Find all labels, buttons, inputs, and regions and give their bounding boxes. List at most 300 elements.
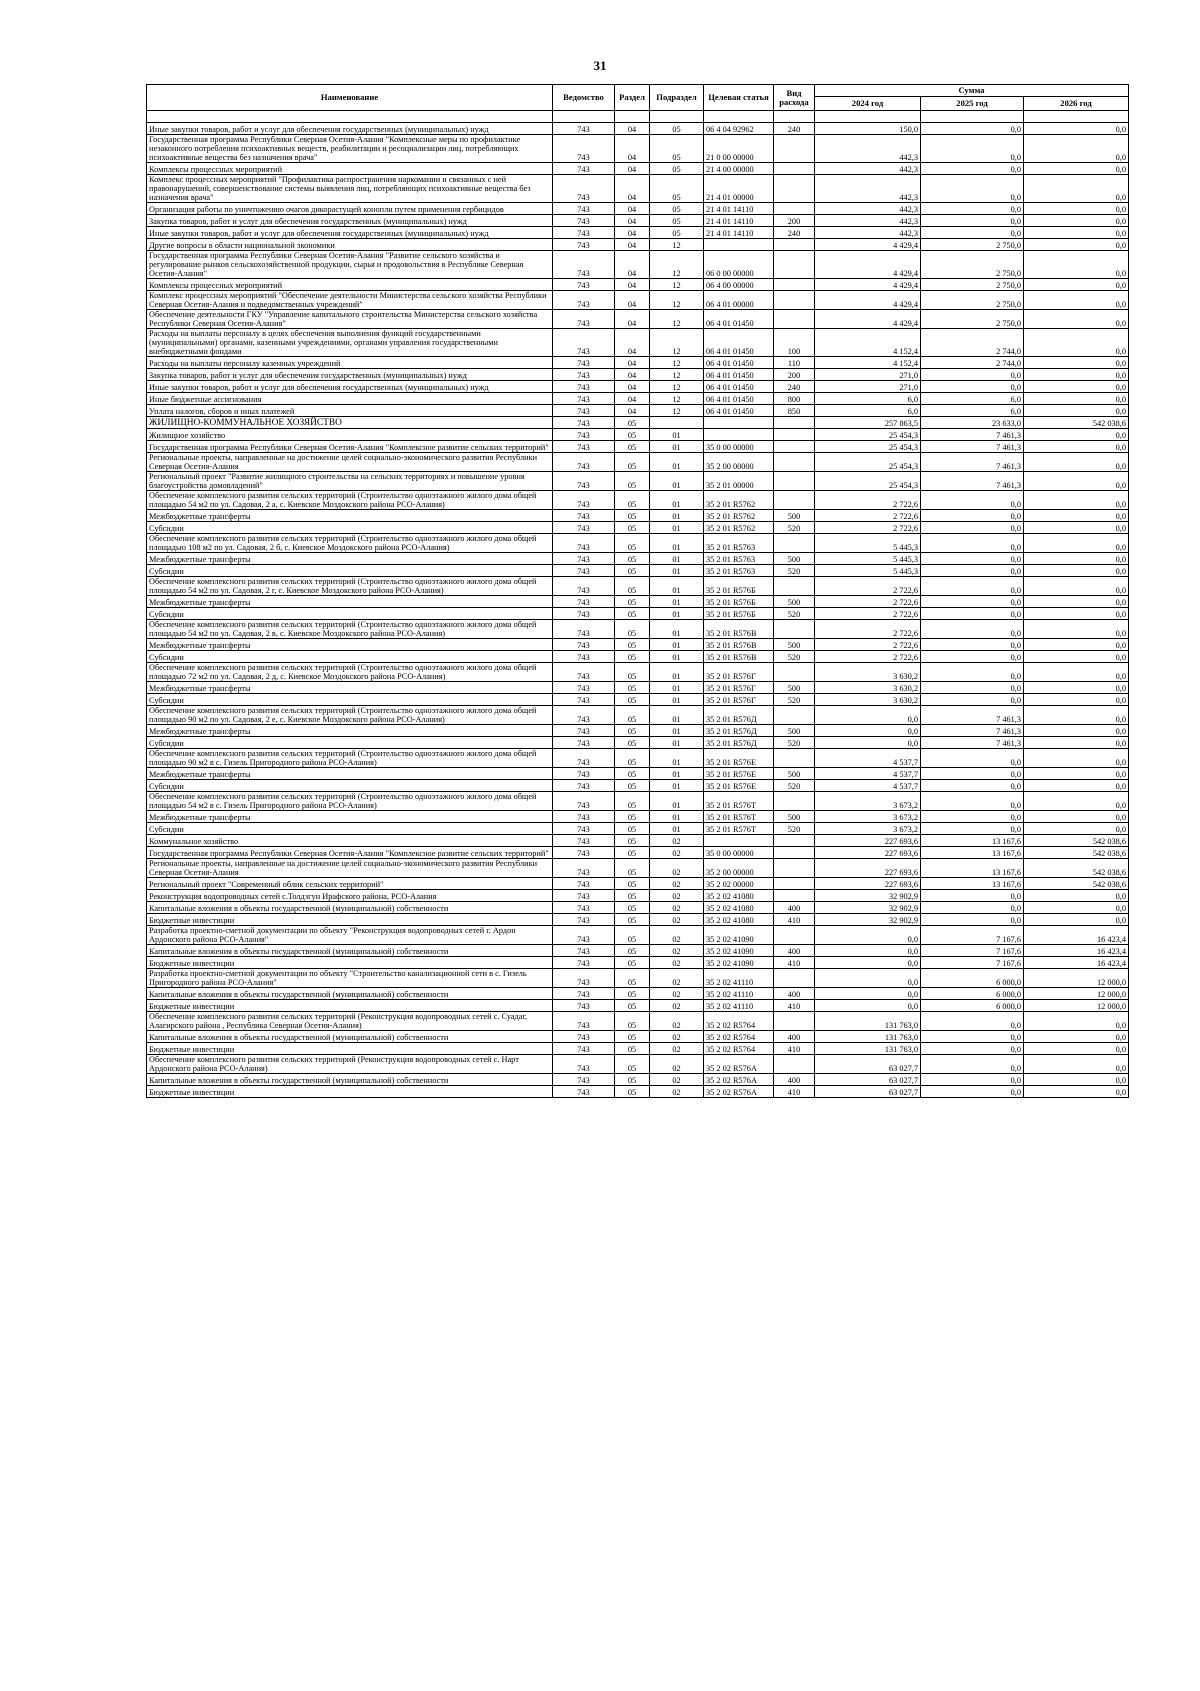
row-sum-2024: 4 152,4	[815, 329, 921, 357]
page-number: 31	[593, 58, 607, 73]
row-name: Государственная программа Республики Северная Осетия-Алания "Развитие сельского хозяйства и регулирование рынков сельскохозяйственной продукции, сырья и продовольствия в Республике Северная Осетия-Алания"	[147, 251, 553, 279]
row-target: 21 4 01 00000	[704, 175, 774, 203]
row-sum-2025: 13 167,6	[921, 847, 1024, 859]
row-dept: 743	[553, 1012, 615, 1031]
row-sum-2026: 0,0	[1024, 792, 1129, 811]
row-sum-2026: 0,0	[1024, 393, 1129, 405]
table-row	[147, 417, 1129, 429]
row-sum-2024: 4 429,4	[815, 251, 921, 279]
row-sum-2024: 32 902,9	[815, 914, 921, 926]
table-row	[147, 491, 1129, 510]
row-sum-2025: 0,0	[921, 914, 1024, 926]
row-section: 05	[615, 957, 650, 969]
row-kind	[774, 429, 815, 441]
row-sum-2024: 3 673,2	[815, 811, 921, 823]
row-sum-2025: 0,0	[921, 1043, 1024, 1055]
row-sum-2025: 0,0	[921, 163, 1024, 175]
row-sum-2026: 16 423,4	[1024, 926, 1129, 945]
row-sum-2025: 0,0	[921, 811, 1024, 823]
row-section: 05	[615, 639, 650, 651]
row-subsection: 01	[650, 768, 704, 780]
row-target: 35 2 01 R5762	[704, 491, 774, 510]
row-name: Межбюджетные трансферты	[147, 682, 553, 694]
row-subsection: 05	[650, 227, 704, 239]
row-sum-2025: 2 750,0	[921, 279, 1024, 291]
row-dept: 743	[553, 441, 615, 453]
row-kind	[774, 926, 815, 945]
table-row	[147, 1012, 1129, 1031]
row-target: 21 4 01 14110	[704, 215, 774, 227]
row-sum-2025: 7 167,6	[921, 945, 1024, 957]
row-sum-2026: 0,0	[1024, 737, 1129, 749]
row-sum-2024: 3 630,2	[815, 694, 921, 706]
row-name: Обеспечение комплексного развития сельских территорий (Строительство одноэтажного жилого дома общей площадью 90 м2 по ул. Садовая, 2 е, с. Киевское Моздокского района РСО-Алания)	[147, 706, 553, 725]
header-separator	[147, 111, 1129, 123]
table-row	[147, 878, 1129, 890]
row-sum-2024: 3 673,2	[815, 823, 921, 835]
row-sum-2025: 0,0	[921, 534, 1024, 553]
table-row	[147, 596, 1129, 608]
row-sum-2024: 4 152,4	[815, 357, 921, 369]
row-sum-2024: 63 027,7	[815, 1074, 921, 1086]
row-dept: 743	[553, 957, 615, 969]
table-row	[147, 847, 1129, 859]
row-sum-2025: 7 461,3	[921, 737, 1024, 749]
row-target: 35 2 01 R576Е	[704, 749, 774, 768]
row-name: Субсидии	[147, 565, 553, 577]
row-subsection: 01	[650, 706, 704, 725]
row-kind: 200	[774, 369, 815, 381]
row-dept: 743	[553, 405, 615, 417]
row-kind	[774, 890, 815, 902]
row-target: 35 2 02 41090	[704, 957, 774, 969]
row-subsection: 02	[650, 1086, 704, 1098]
row-target	[704, 417, 774, 429]
budget-table	[146, 84, 1129, 1098]
row-kind: 410	[774, 957, 815, 969]
row-sum-2026: 542 038,6	[1024, 835, 1129, 847]
row-sum-2024: 2 722,6	[815, 596, 921, 608]
row-subsection: 02	[650, 890, 704, 902]
row-sum-2026: 0,0	[1024, 596, 1129, 608]
row-sum-2025: 0,0	[921, 1055, 1024, 1074]
row-sum-2025: 0,0	[921, 123, 1024, 135]
header-kind: Вид расхода	[774, 85, 815, 111]
row-sum-2026: 0,0	[1024, 1012, 1129, 1031]
row-sum-2024: 25 454,3	[815, 429, 921, 441]
row-dept: 743	[553, 522, 615, 534]
row-name: Комплекс процессных мероприятий "Профилактика распространения наркомании и связанных с ней правонарушений, совершенствование системы выявления лиц, потребляющих психоактивные вещества без назначения врача"	[147, 175, 553, 203]
row-name: ЖИЛИЩНО-КОММУНАЛЬНОЕ ХОЗЯЙСТВО	[147, 417, 553, 429]
row-section: 05	[615, 565, 650, 577]
row-name: Субсидии	[147, 651, 553, 663]
row-subsection: 12	[650, 291, 704, 310]
row-dept: 743	[553, 914, 615, 926]
row-sum-2026: 0,0	[1024, 1031, 1129, 1043]
header-2024: 2024 год	[815, 97, 921, 111]
row-dept: 743	[553, 565, 615, 577]
row-sum-2024: 227 693,6	[815, 835, 921, 847]
row-target: 21 4 00 00000	[704, 163, 774, 175]
row-section: 04	[615, 251, 650, 279]
row-target: 35 2 01 R5763	[704, 534, 774, 553]
row-sum-2026: 0,0	[1024, 577, 1129, 596]
table-row	[147, 393, 1129, 405]
row-sum-2025: 0,0	[921, 381, 1024, 393]
row-target	[704, 835, 774, 847]
row-sum-2024: 442,3	[815, 203, 921, 215]
row-dept: 743	[553, 902, 615, 914]
row-section: 05	[615, 811, 650, 823]
row-sum-2025: 2 750,0	[921, 239, 1024, 251]
row-subsection: 01	[650, 620, 704, 639]
row-sum-2024: 442,3	[815, 163, 921, 175]
row-subsection: 05	[650, 135, 704, 163]
row-kind: 410	[774, 1000, 815, 1012]
row-target: 35 2 00 00000	[704, 859, 774, 878]
table-row	[147, 945, 1129, 957]
row-sum-2026: 0,0	[1024, 329, 1129, 357]
row-name: Иные закупки товаров, работ и услуг для обеспечения государственных (муниципальных) нужд	[147, 123, 553, 135]
row-target: 35 2 02 R576А	[704, 1086, 774, 1098]
row-section: 05	[615, 1086, 650, 1098]
row-section: 04	[615, 227, 650, 239]
row-sum-2026: 0,0	[1024, 453, 1129, 472]
row-dept: 743	[553, 847, 615, 859]
row-sum-2025: 0,0	[921, 620, 1024, 639]
row-dept: 743	[553, 835, 615, 847]
row-sum-2024: 442,3	[815, 175, 921, 203]
table-row	[147, 215, 1129, 227]
row-sum-2024: 0,0	[815, 945, 921, 957]
row-sum-2025: 0,0	[921, 203, 1024, 215]
row-sum-2025: 0,0	[921, 369, 1024, 381]
row-subsection: 02	[650, 902, 704, 914]
row-dept: 743	[553, 596, 615, 608]
row-name: Разработка проектно-сметной документации по объекту "Реконструкция водопроводных сетей г. Ардон Ардонского района РСО-Алания"	[147, 926, 553, 945]
row-subsection: 05	[650, 203, 704, 215]
table-row	[147, 969, 1129, 988]
row-sum-2024: 2 722,6	[815, 510, 921, 522]
row-sum-2026: 0,0	[1024, 163, 1129, 175]
row-dept: 743	[553, 534, 615, 553]
row-subsection: 12	[650, 369, 704, 381]
row-sum-2024: 6,0	[815, 393, 921, 405]
row-sum-2026: 0,0	[1024, 608, 1129, 620]
row-sum-2026: 0,0	[1024, 522, 1129, 534]
row-name: Бюджетные инвестиции	[147, 1000, 553, 1012]
row-sum-2026: 0,0	[1024, 565, 1129, 577]
row-sum-2025: 0,0	[921, 792, 1024, 811]
row-dept: 743	[553, 251, 615, 279]
row-kind	[774, 792, 815, 811]
row-sum-2025: 0,0	[921, 823, 1024, 835]
table-row	[147, 175, 1129, 203]
row-section: 05	[615, 1012, 650, 1031]
row-sum-2024: 0,0	[815, 1000, 921, 1012]
row-subsection: 01	[650, 472, 704, 491]
row-sum-2026: 0,0	[1024, 1074, 1129, 1086]
row-kind: 520	[774, 651, 815, 663]
row-sum-2025: 0,0	[921, 491, 1024, 510]
row-dept: 743	[553, 135, 615, 163]
table-row	[147, 1055, 1129, 1074]
row-target: 06 4 01 00000	[704, 291, 774, 310]
row-dept: 743	[553, 682, 615, 694]
row-section: 04	[615, 357, 650, 369]
row-sum-2025: 0,0	[921, 1012, 1024, 1031]
row-dept: 743	[553, 357, 615, 369]
row-kind	[774, 310, 815, 329]
row-name: Региональный проект "Развитие жилищного строительства на сельских территориях и повышение уровня благоустройства домовладений"	[147, 472, 553, 491]
row-target: 35 2 01 R576Б	[704, 596, 774, 608]
row-dept: 743	[553, 639, 615, 651]
row-sum-2025: 6 000,0	[921, 969, 1024, 988]
row-sum-2024: 227 693,6	[815, 847, 921, 859]
table-row	[147, 608, 1129, 620]
row-target: 35 2 02 R5764	[704, 1031, 774, 1043]
row-kind: 240	[774, 381, 815, 393]
row-subsection: 12	[650, 329, 704, 357]
row-sum-2025: 0,0	[921, 1086, 1024, 1098]
table-row	[147, 1000, 1129, 1012]
row-sum-2024: 32 902,9	[815, 890, 921, 902]
row-name: Другие вопросы в области национальной экономики	[147, 239, 553, 251]
row-section: 04	[615, 310, 650, 329]
row-subsection: 12	[650, 405, 704, 417]
row-subsection: 02	[650, 945, 704, 957]
row-target: 35 2 02 R576А	[704, 1074, 774, 1086]
table-row	[147, 472, 1129, 491]
row-sum-2026: 16 423,4	[1024, 945, 1129, 957]
row-kind: 500	[774, 553, 815, 565]
row-sum-2026: 0,0	[1024, 357, 1129, 369]
header-name: Наименование	[147, 85, 553, 111]
row-subsection: 01	[650, 441, 704, 453]
row-kind	[774, 491, 815, 510]
row-name: Капитальные вложения в объекты государственной (муниципальной) собственности	[147, 902, 553, 914]
row-sum-2026: 0,0	[1024, 902, 1129, 914]
row-target: 06 4 01 01450	[704, 369, 774, 381]
row-subsection: 01	[650, 534, 704, 553]
row-subsection: 01	[650, 651, 704, 663]
row-sum-2025: 6 000,0	[921, 1000, 1024, 1012]
row-target: 35 2 01 R5762	[704, 522, 774, 534]
row-section: 05	[615, 472, 650, 491]
row-sum-2024: 2 722,6	[815, 522, 921, 534]
row-sum-2024: 2 722,6	[815, 608, 921, 620]
row-section: 05	[615, 553, 650, 565]
row-kind	[774, 175, 815, 203]
row-target: 35 2 01 R576Е	[704, 780, 774, 792]
row-sum-2025: 0,0	[921, 902, 1024, 914]
row-section: 05	[615, 823, 650, 835]
row-sum-2024: 271,0	[815, 381, 921, 393]
table-row	[147, 957, 1129, 969]
row-subsection: 02	[650, 957, 704, 969]
table-row	[147, 737, 1129, 749]
row-sum-2025: 0,0	[921, 1074, 1024, 1086]
row-section: 05	[615, 945, 650, 957]
row-sum-2025: 6 000,0	[921, 988, 1024, 1000]
row-kind	[774, 1012, 815, 1031]
row-kind: 500	[774, 639, 815, 651]
row-target: 35 0 00 00000	[704, 847, 774, 859]
row-sum-2026: 0,0	[1024, 1055, 1129, 1074]
row-section: 04	[615, 279, 650, 291]
row-target	[704, 239, 774, 251]
row-target: 35 2 02 41080	[704, 890, 774, 902]
table-row	[147, 859, 1129, 878]
row-sum-2025: 2 744,0	[921, 329, 1024, 357]
row-target: 35 2 00 00000	[704, 453, 774, 472]
row-name: Бюджетные инвестиции	[147, 1043, 553, 1055]
row-name: Коммунальное хозяйство	[147, 835, 553, 847]
table-row	[147, 768, 1129, 780]
row-sum-2024: 25 454,3	[815, 453, 921, 472]
row-sum-2025: 2 750,0	[921, 310, 1024, 329]
row-section: 05	[615, 577, 650, 596]
table-row	[147, 565, 1129, 577]
row-sum-2026: 16 423,4	[1024, 957, 1129, 969]
row-section: 05	[615, 988, 650, 1000]
header-target: Целевая статья	[704, 85, 774, 111]
row-target: 35 2 01 R576Д	[704, 706, 774, 725]
row-section: 05	[615, 534, 650, 553]
row-sum-2025: 0,0	[921, 694, 1024, 706]
row-dept: 743	[553, 369, 615, 381]
row-target: 06 0 00 00000	[704, 251, 774, 279]
row-sum-2026: 0,0	[1024, 749, 1129, 768]
row-subsection: 01	[650, 725, 704, 737]
row-sum-2024: 6,0	[815, 405, 921, 417]
row-kind	[774, 749, 815, 768]
row-kind	[774, 577, 815, 596]
row-section: 05	[615, 706, 650, 725]
row-kind: 500	[774, 725, 815, 737]
row-subsection: 02	[650, 1031, 704, 1043]
row-kind: 520	[774, 565, 815, 577]
row-sum-2026: 0,0	[1024, 291, 1129, 310]
row-target: 35 2 01 R576В	[704, 639, 774, 651]
row-target: 35 2 02 R576А	[704, 1055, 774, 1074]
row-sum-2024: 2 722,6	[815, 620, 921, 639]
row-subsection: 01	[650, 749, 704, 768]
row-name: Региональные проекты, направленные на достижение целей социально-экономического развития Республики Северная Осетия-Алания	[147, 859, 553, 878]
row-target: 35 2 01 R5763	[704, 565, 774, 577]
row-sum-2025: 0,0	[921, 780, 1024, 792]
row-dept: 743	[553, 429, 615, 441]
row-target: 06 4 01 01450	[704, 310, 774, 329]
row-section: 05	[615, 417, 650, 429]
row-sum-2026: 0,0	[1024, 441, 1129, 453]
row-sum-2024: 2 722,6	[815, 639, 921, 651]
row-section: 05	[615, 792, 650, 811]
row-subsection: 02	[650, 1043, 704, 1055]
row-sum-2025: 7 461,3	[921, 725, 1024, 737]
row-dept: 743	[553, 279, 615, 291]
row-section: 05	[615, 737, 650, 749]
row-name: Расходы на выплаты персоналу казенных учреждений	[147, 357, 553, 369]
row-section: 05	[615, 926, 650, 945]
row-section: 05	[615, 608, 650, 620]
row-sum-2024: 0,0	[815, 725, 921, 737]
row-target: 21 4 01 14110	[704, 203, 774, 215]
row-dept: 743	[553, 811, 615, 823]
row-target: 06 4 01 01450	[704, 393, 774, 405]
row-sum-2026: 0,0	[1024, 1086, 1129, 1098]
row-sum-2024: 4 537,7	[815, 780, 921, 792]
row-sum-2024: 32 902,9	[815, 902, 921, 914]
row-kind	[774, 279, 815, 291]
row-kind: 500	[774, 768, 815, 780]
row-sum-2025: 7 461,3	[921, 441, 1024, 453]
row-sum-2024: 5 445,3	[815, 553, 921, 565]
row-section: 04	[615, 239, 650, 251]
row-target: 35 2 01 R576В	[704, 651, 774, 663]
table-row	[147, 663, 1129, 682]
row-sum-2025: 13 167,6	[921, 835, 1024, 847]
row-name: Субсидии	[147, 522, 553, 534]
row-sum-2025: 0,0	[921, 553, 1024, 565]
row-subsection: 01	[650, 792, 704, 811]
row-name: Обеспечение комплексного развития сельских территорий (Строительство одноэтажного жилого дома общей площадью 54 м2 в с. Гизель Пригородного района РСО-Алания)	[147, 792, 553, 811]
row-target: 06 4 04 92962	[704, 123, 774, 135]
row-sum-2026: 0,0	[1024, 639, 1129, 651]
row-kind: 520	[774, 780, 815, 792]
row-subsection: 12	[650, 279, 704, 291]
row-target: 35 2 01 R576Б	[704, 577, 774, 596]
row-sum-2026: 0,0	[1024, 472, 1129, 491]
row-kind	[774, 620, 815, 639]
row-subsection: 02	[650, 1074, 704, 1086]
row-section: 05	[615, 510, 650, 522]
row-name: Закупка товаров, работ и услуг для обеспечения государственных (муниципальных) нужд	[147, 369, 553, 381]
row-dept: 743	[553, 577, 615, 596]
row-sum-2024: 227 693,6	[815, 859, 921, 878]
row-sum-2024: 4 429,4	[815, 239, 921, 251]
row-sum-2025: 7 167,6	[921, 957, 1024, 969]
row-dept: 743	[553, 608, 615, 620]
row-name: Комплексы процессных мероприятий	[147, 279, 553, 291]
row-name: Разработка проектно-сметной документации по объекту "Строительство канализационной сети в с. Гизель Пригородного района РСО-Алания"	[147, 969, 553, 988]
row-name: Обеспечение комплексного развития сельских территорий (Строительство одноэтажного жилого дома общей площадью 54 м2 по ул. Садовая, 2 г, с. Киевское Моздокского района РСО-Алания)	[147, 577, 553, 596]
row-kind: 520	[774, 823, 815, 835]
row-sum-2025: 0,0	[921, 596, 1024, 608]
row-name: Субсидии	[147, 694, 553, 706]
row-sum-2024: 0,0	[815, 737, 921, 749]
row-sum-2026: 542 038,6	[1024, 847, 1129, 859]
row-section: 05	[615, 1000, 650, 1012]
table-row	[147, 1043, 1129, 1055]
row-subsection: 02	[650, 969, 704, 988]
header-subsection: Подраздел	[650, 85, 704, 111]
row-sum-2024: 5 445,3	[815, 565, 921, 577]
row-kind	[774, 239, 815, 251]
row-kind: 500	[774, 811, 815, 823]
row-dept: 743	[553, 945, 615, 957]
row-name: Субсидии	[147, 608, 553, 620]
row-dept: 743	[553, 510, 615, 522]
row-kind	[774, 534, 815, 553]
row-sum-2025: 0,0	[921, 608, 1024, 620]
header-dept: Ведомство	[553, 85, 615, 111]
row-section: 04	[615, 163, 650, 175]
row-sum-2026: 0,0	[1024, 768, 1129, 780]
row-name: Обеспечение комплексного развития сельских территорий (Строительство одноэтажного жилого дома общей площадью 90 м2 в с. Гизель Пригородного района РСО-Алания)	[147, 749, 553, 768]
row-target: 35 2 02 41090	[704, 945, 774, 957]
table-row	[147, 835, 1129, 847]
